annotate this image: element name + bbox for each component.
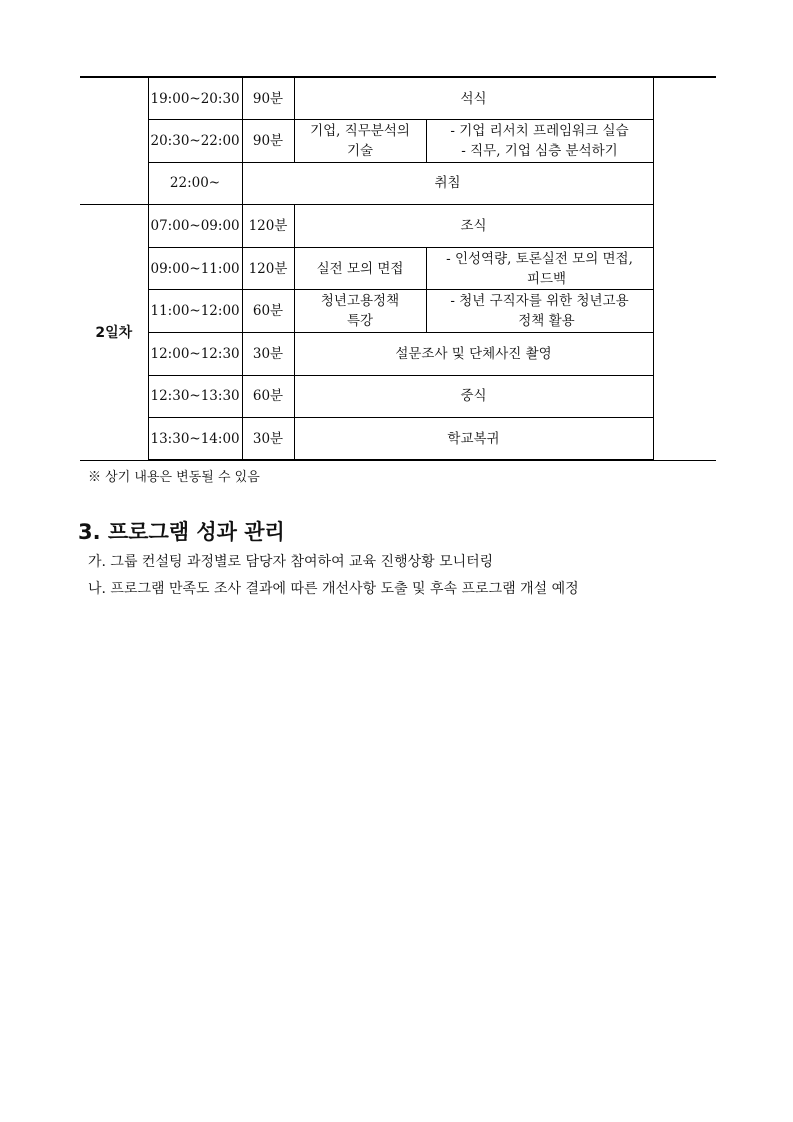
table-row bbox=[80, 418, 716, 461]
detail-cell bbox=[426, 290, 653, 333]
table-row bbox=[80, 290, 716, 333]
duration-cell: 30분 bbox=[242, 418, 294, 461]
subject-line: 특강 bbox=[346, 313, 374, 330]
subject-cell bbox=[294, 120, 426, 163]
time-cell: 11:00~12:00 bbox=[148, 290, 242, 333]
duration-cell: 120분 bbox=[242, 205, 294, 248]
content-cell: 석식 bbox=[294, 77, 653, 120]
content-cell: 설문조사 및 단체사진 촬영 bbox=[294, 333, 653, 376]
subject-line: 청년고용정책 bbox=[320, 293, 400, 310]
content-cell: 조식 bbox=[294, 205, 653, 248]
time-cell: 19:00~20:30 bbox=[148, 77, 242, 120]
table-row bbox=[80, 205, 716, 248]
content-cell: 취침 bbox=[242, 162, 653, 205]
subject-line: 기업, 직무분석의 bbox=[310, 122, 410, 139]
subject-cell bbox=[294, 247, 426, 290]
day-cell-continued bbox=[80, 77, 148, 205]
schedule-table bbox=[80, 76, 716, 461]
time-cell: 12:00~12:30 bbox=[148, 333, 242, 376]
day-label: 2일차 bbox=[80, 205, 148, 461]
duration-cell: 90분 bbox=[242, 120, 294, 163]
time-cell: 07:00~09:00 bbox=[148, 205, 242, 248]
table-row bbox=[80, 120, 716, 163]
table-row bbox=[80, 77, 716, 120]
content-cell: 중식 bbox=[294, 375, 653, 418]
detail-cell bbox=[426, 120, 653, 163]
subject-line: 실전 모의 면접 bbox=[316, 260, 404, 277]
detail-cell bbox=[426, 247, 653, 290]
duration-cell: 120분 bbox=[242, 247, 294, 290]
detail-line: - 직무, 기업 심층 분석하기 bbox=[461, 142, 618, 159]
time-cell: 12:30~13:30 bbox=[148, 375, 242, 418]
schedule-note: ※ 상기 내용은 변동될 수 있음 bbox=[88, 470, 260, 485]
content-cell: 학교복귀 bbox=[294, 418, 653, 461]
table-row bbox=[80, 162, 716, 205]
duration-cell: 30분 bbox=[242, 333, 294, 376]
remarks-cell bbox=[653, 77, 716, 460]
section-item: 나. 프로그램 만족도 조사 결과에 따른 개선사항 도출 및 후속 프로그램 개설 예정 bbox=[88, 581, 579, 597]
duration-cell: 60분 bbox=[242, 375, 294, 418]
duration-cell: 90분 bbox=[242, 77, 294, 120]
section-item: 가. 그룹 컨설팅 과정별로 담당자 참여하여 교육 진행상황 모니터링 bbox=[88, 554, 494, 570]
time-cell: 22:00~ bbox=[148, 162, 242, 205]
detail-line: - 기업 리서치 프레임워크 실습 bbox=[450, 122, 629, 139]
time-cell: 09:00~11:00 bbox=[148, 247, 242, 290]
table-row bbox=[80, 333, 716, 376]
time-cell: 20:30~22:00 bbox=[148, 120, 242, 163]
subject-cell bbox=[294, 290, 426, 333]
subject-line: 기술 bbox=[346, 142, 374, 159]
detail-line: - 청년 구직자를 위한 청년고용 bbox=[450, 293, 629, 310]
duration-cell: 60분 bbox=[242, 290, 294, 333]
section-title: 3. 프로그램 성과 관리 bbox=[78, 520, 285, 544]
detail-line: - 인성역량, 토론실전 모의 면접, bbox=[446, 250, 633, 267]
detail-line: 피드백 bbox=[526, 270, 567, 287]
detail-line: 정책 활용 bbox=[518, 313, 575, 330]
table-row bbox=[80, 375, 716, 418]
time-cell: 13:30~14:00 bbox=[148, 418, 242, 461]
table-row bbox=[80, 247, 716, 290]
